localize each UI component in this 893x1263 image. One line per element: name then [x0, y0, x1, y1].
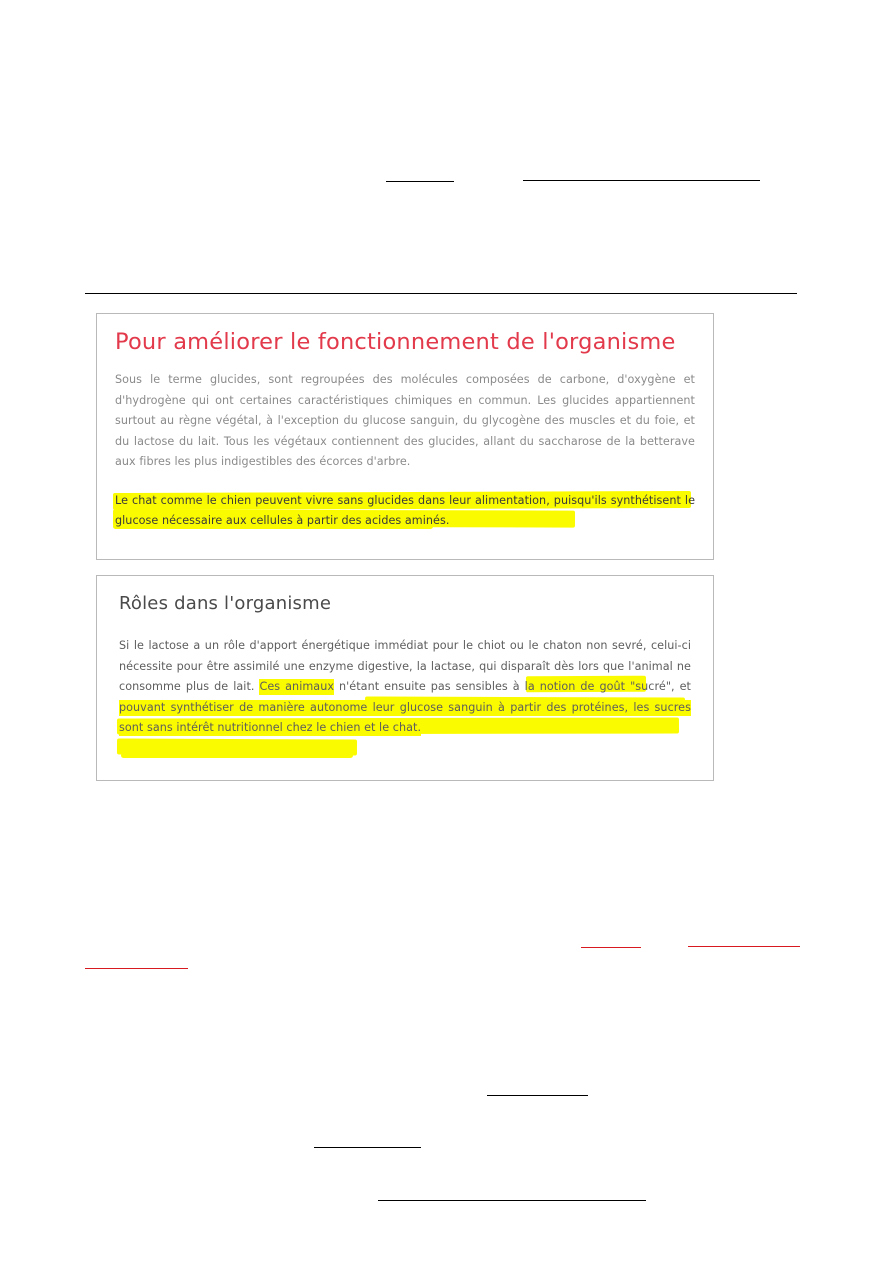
marker-stroke	[121, 753, 353, 758]
highlighted-paragraph-wrapper-1	[115, 491, 695, 532]
paragraph-glucides-highlighted: Le chat comme le chien peuvent vivre sans glucides dans leur alimentation, puisqu'ils synthétisent le glucose nécessaire aux cellules à partir des acides aminés.	[115, 493, 695, 527]
run-plain-1: Si le lactose a un rôle d'apport énergétique immédiat pour le chiot ou le chaton non sevré, celui-ci nécessite pour être assimilé une enzyme digestive, la lactase, qui disparaît dès lors que l'animal ne consomme plus de lait.	[119, 639, 691, 693]
content-box-roles	[96, 575, 714, 781]
paragraph-roles	[119, 636, 691, 739]
underline-long-top	[523, 180, 760, 181]
underline-red-mid-left	[581, 947, 641, 948]
underline-red-lower-left	[85, 968, 188, 969]
underline-lower-1	[487, 1095, 588, 1096]
underline-short-top	[386, 181, 454, 182]
run-highlighted-2: pouvant synthétiser de manière autonome leur glucose sanguin à partir des protéines, les sucres sont sans intérêt nutritionnel chez le chien et le chat.	[119, 700, 691, 734]
run-plain-2: n'étant ensuite pas sensibles à la notion de goût "sucré", et	[334, 680, 691, 693]
underline-lower-2	[314, 1147, 421, 1148]
run-highlighted-1: Ces animaux	[259, 680, 335, 693]
section-heading-glucides: Pour améliorer le fonctionnement de l'organisme	[115, 329, 676, 355]
underline-lower-3	[378, 1200, 646, 1201]
content-box-glucides	[96, 313, 714, 560]
highlighted-paragraph-wrapper-2	[119, 636, 691, 739]
section-heading-roles: Rôles dans l'organisme	[119, 593, 332, 614]
underline-red-mid-right	[688, 946, 800, 947]
paragraph-glucides-intro: Sous le terme glucides, sont regroupées des molécules composées de carbone, d'oxygène et d'hydrogène qui ont certaines caractéristiques chimiques en commun. Les glucides appartiennent surtout au règne végétal, à l'exception du glucose sanguin, du glycogène des muscles et du foie, et du lactose du lait. Tous les végétaux contiennent des glucides, allant du saccharose de la betterave aux fibres les plus indigestibles des écorces d'arbre.	[115, 373, 695, 468]
section-divider	[85, 293, 797, 294]
